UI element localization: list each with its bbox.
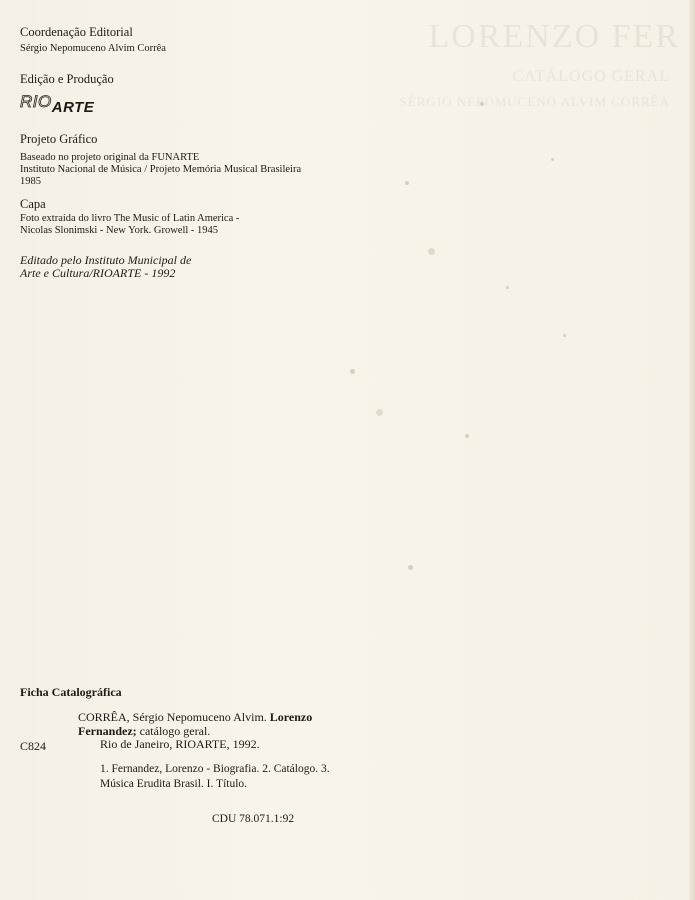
paper-speck <box>465 434 469 438</box>
logo-arte-text: ARTE <box>51 99 95 116</box>
projeto-line-3: 1985 <box>20 176 41 187</box>
capa-heading: Capa <box>20 197 46 211</box>
projeto-line-1: Baseado no projeto original da FUNARTE <box>20 152 200 163</box>
paper-speck <box>506 286 509 289</box>
paper-speck <box>376 409 383 416</box>
logo-rio-text: RIO <box>20 92 52 111</box>
catalog-work-rest: catálogo geral. <box>139 724 211 738</box>
catalog-work-first: Lorenzo <box>269 710 313 724</box>
capa-line-2: Nicolas Slonimski - New York. Growell - 1945 <box>20 225 219 236</box>
catalog-subjects-line-2: Música Erudita Brasil. I. Título. <box>100 778 248 790</box>
catalog-entry-second-line <box>78 724 210 738</box>
projeto-heading: Projeto Gráfico <box>20 132 98 146</box>
paper-speck <box>405 181 409 185</box>
catalog-entry-first-line <box>78 710 338 724</box>
paper-speck <box>428 248 435 255</box>
catalog-subjects-line-1: 1. Fernandez, Lorenzo - Biografia. 2. Catálogo. 3. <box>100 763 330 775</box>
paper-speck <box>350 369 355 374</box>
ficha-title: Ficha Catalográfica <box>20 685 122 699</box>
paper-speck <box>563 334 566 337</box>
paper-speck <box>551 158 554 161</box>
catalog-author: CORRÊA, Sérgio Nepomuceno Alvim. <box>78 710 267 724</box>
editado-line-2: Arte e Cultura/RIOARTE - 1992 <box>20 266 176 280</box>
catalog-subjects <box>100 762 360 792</box>
capa-line-1: Foto extraída do livro The Music of Latin America - <box>20 213 240 224</box>
catalog-cdu: CDU 78.071.1:92 <box>212 813 295 825</box>
editado-line-1: Editado pelo Instituto Municipal de <box>20 253 192 267</box>
page-edge <box>689 0 695 900</box>
projeto-line-2: Instituto Nacional de Música / Projeto Memória Musical Brasileira <box>20 164 302 175</box>
coordenacao-heading: Coordenação Editorial <box>20 25 133 39</box>
paper-speck <box>408 565 413 570</box>
catalog-work-second: Fernandez; <box>78 724 137 738</box>
coordenacao-name: Sérgio Nepomuceno Alvim Corrêa <box>20 43 166 54</box>
paper-speck <box>480 102 484 106</box>
edicao-heading: Edição e Produção <box>20 72 114 86</box>
catalog-code: C824 <box>20 739 47 753</box>
catalog-imprint: Rio de Janeiro, RIOARTE, 1992. <box>100 737 260 751</box>
rioarte-logo <box>20 92 94 116</box>
